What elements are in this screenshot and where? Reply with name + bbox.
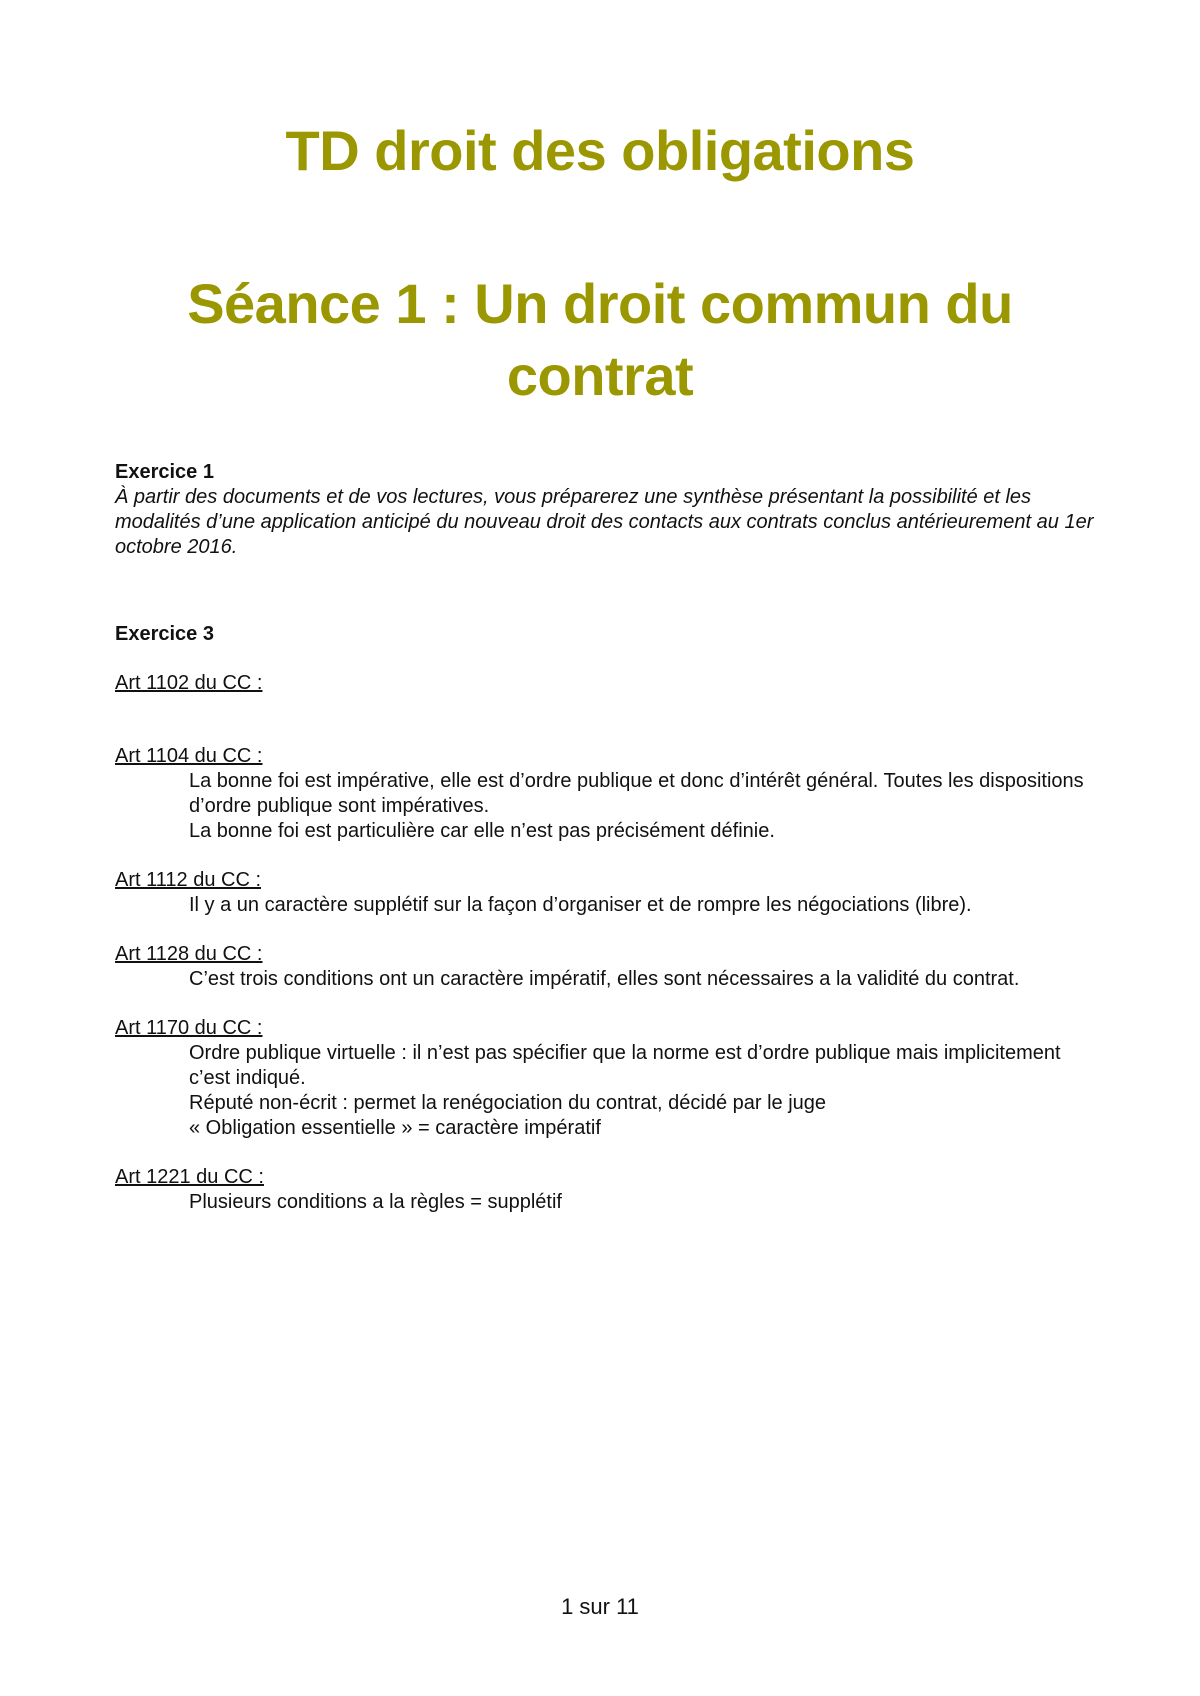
article-line: La bonne foi est particulière car elle n’est pas précisément définie. bbox=[189, 820, 775, 842]
article-line: « Obligation essentielle » = caractère impératif bbox=[189, 1117, 601, 1139]
document-body bbox=[115, 460, 1100, 1239]
article-1221 bbox=[115, 1165, 1100, 1215]
article-body bbox=[189, 1041, 1100, 1141]
article-line: Il y a un caractère supplétif sur la façon d’organiser et de rompre les négociations (libre). bbox=[189, 894, 972, 916]
article-line: Plusieurs conditions a la règles = supplétif bbox=[189, 1191, 562, 1213]
article-line: Réputé non-écrit : permet la renégociation du contrat, décidé par le juge bbox=[189, 1092, 827, 1114]
article-line: C’est trois conditions ont un caractère impératif, elles sont nécessaires a la validité du contrat. bbox=[189, 968, 1020, 990]
exercise-1-heading: Exercice 1 bbox=[115, 461, 214, 483]
page-indicator: 1 sur 11 bbox=[561, 1594, 639, 1619]
exercise-1 bbox=[115, 460, 1100, 560]
article-title: Art 1104 du CC : bbox=[115, 745, 263, 767]
article-title: Art 1221 du CC : bbox=[115, 1166, 264, 1188]
article-body bbox=[189, 769, 1100, 844]
document-title: TD droit des obligations bbox=[285, 119, 915, 182]
article-title: Art 1170 du CC : bbox=[115, 1017, 263, 1039]
article-1170 bbox=[115, 1016, 1100, 1141]
article-line: Ordre publique virtuelle : il n’est pas spécifier que la norme est d’ordre publique mais implicitement c’est indiqué. bbox=[189, 1042, 1061, 1089]
exercise-3-heading: Exercice 3 bbox=[115, 623, 214, 645]
article-title: Art 1128 du CC : bbox=[115, 943, 263, 965]
article-1102 bbox=[115, 671, 1100, 696]
article-1104 bbox=[115, 744, 1100, 844]
article-body bbox=[189, 893, 1100, 918]
article-1112 bbox=[115, 868, 1100, 918]
exercise-3 bbox=[115, 622, 1100, 1215]
exercise-1-text: À partir des documents et de vos lectures, vous préparerez une synthèse présentant la possibilité et les modalités d’une application anticipé du nouveau droit des contacts aux contrats conclus antérieurement au 1er octobre 2016. bbox=[115, 486, 1094, 558]
article-title: Art 1102 du CC : bbox=[115, 672, 263, 694]
article-body bbox=[189, 967, 1100, 992]
article-line: La bonne foi est impérative, elle est d’ordre publique et donc d’intérêt général. Toutes les dispositions d’ordre publique sont impératives. bbox=[189, 770, 1084, 817]
article-title: Art 1112 du CC : bbox=[115, 869, 261, 891]
session-title: Séance 1 : Un droit commun du contrat bbox=[187, 272, 1013, 407]
article-1128 bbox=[115, 942, 1100, 992]
article-body bbox=[189, 1190, 1100, 1215]
